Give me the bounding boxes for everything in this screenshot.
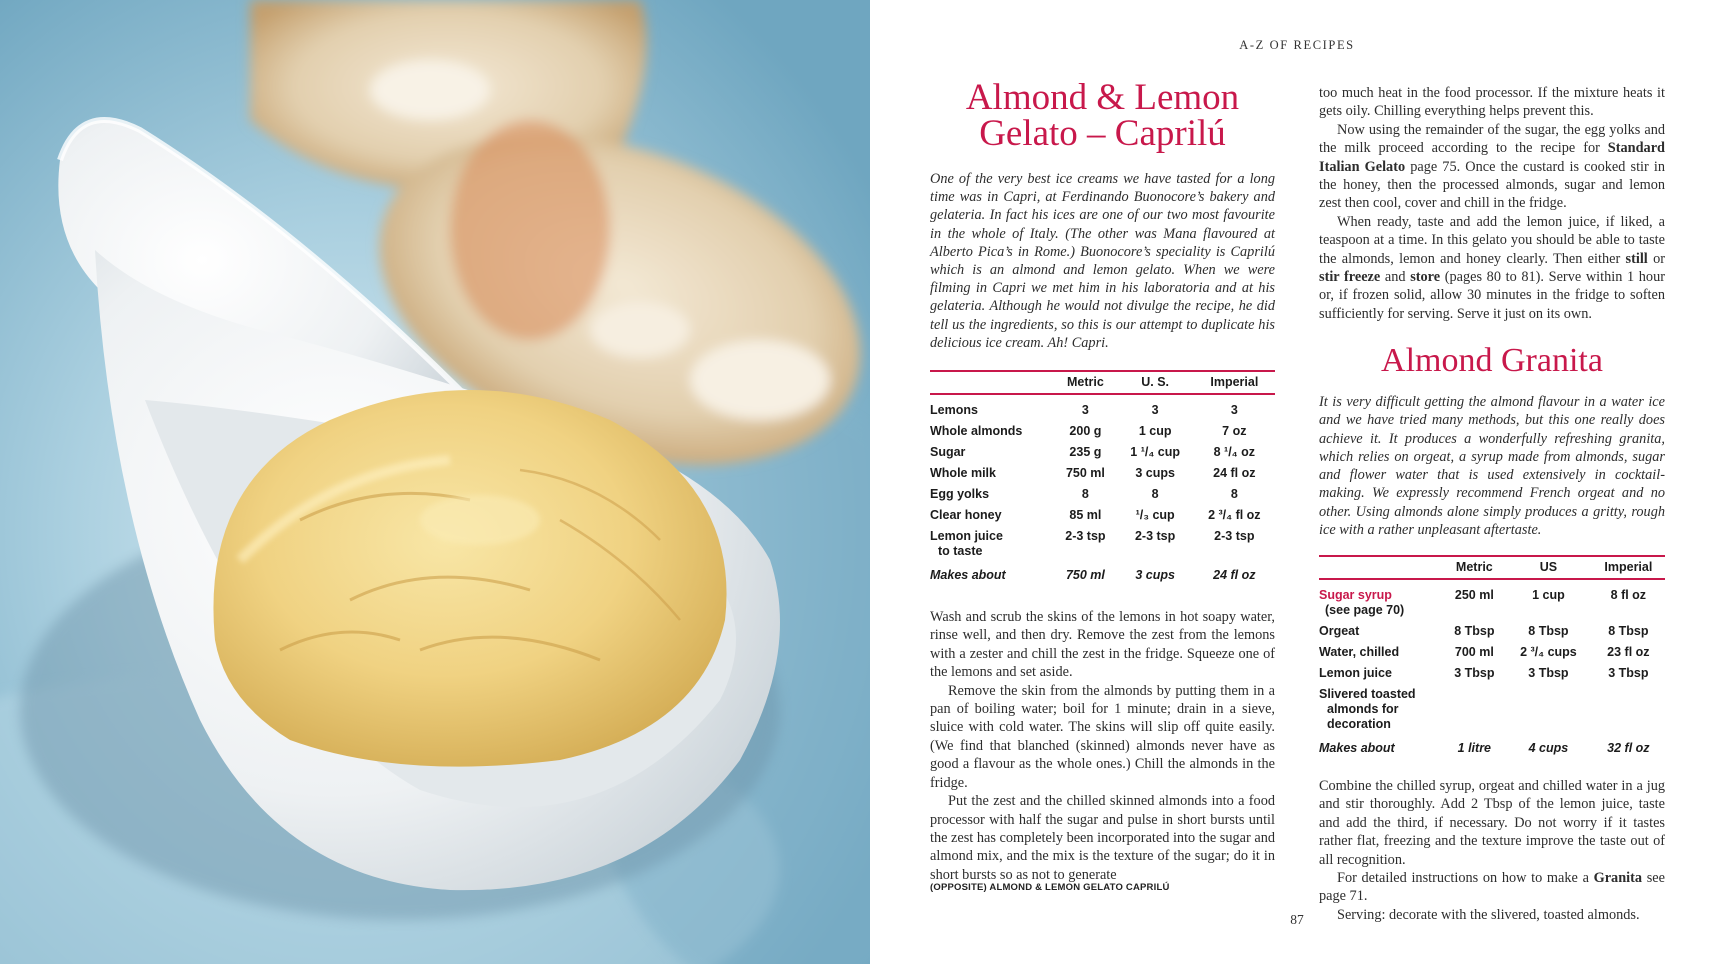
us-value: 2-3 tsp (1134, 529, 1176, 544)
ingredient-name-line-1: Lemon juice (930, 529, 1003, 544)
method-paragraph (1319, 213, 1665, 323)
title-line-1: Almond & Lemon (965, 77, 1240, 118)
table-row (1319, 579, 1665, 621)
recipe-intro: One of the very best ice creams we have tasted for a long time was in Capri, at Ferdinando Buonocore’s bakery and gelateria. In fact his ices are one of our two most favourite in the whole of Italy. (The other was Mana flavoured at Alberto Pica’s in Rome.) Buonocore’s speciality is Caprilú which is an almond and lemon gelato. When we were filming in Capri we met him in his laboratoria and at his gelateria. Although he would not divulge the recipe, he did tell us the ingredients, so this is our attempt to duplicate his delicious ice cream. Ah! Capri. (930, 171, 1275, 351)
recipe-reference: Standard Italian Gelato (1319, 140, 1665, 175)
imperial-value: 3 (1230, 403, 1238, 418)
metric-value: 750 ml (1065, 466, 1105, 481)
left-column (930, 77, 1275, 884)
text-run: Now using the remainder of the sugar, the egg yolks and the milk proceed according to the recipe for (1319, 121, 1665, 157)
metric-value: 700 ml (1454, 644, 1494, 659)
us-value: 1 cup (1138, 424, 1172, 439)
right-column (1319, 84, 1665, 924)
us-value: 1 ¹/₄ cup (1130, 445, 1180, 460)
ingredient-name: Clear honey (930, 508, 1002, 523)
us-value: 3 (1151, 403, 1159, 418)
method-text-continued (1319, 84, 1665, 323)
recipe-intro: It is very difficult getting the almond flavour in a water ice and we have tried many methods, but this one really does achieve it. It produces a wonderfully refreshing granita, which relies on orgeat, a syrup made from almonds, sugar and flower water that is used extensively in cocktail-making. We expressly recommend French orgeat and no other. Using almonds alone simply produces a gritty, rough ice with a rather unpleasant aftertaste. (1319, 394, 1665, 538)
us-value: 1 cup (1532, 587, 1565, 602)
photo-caption: (OPPOSITE) ALMOND & LEMON GELATO CAPRILÚ (930, 882, 1170, 893)
column-header-us: U. S. (1117, 371, 1194, 394)
column-header-ingredient (930, 371, 1054, 394)
table-row (930, 526, 1275, 562)
column-header-metric: Metric (1444, 556, 1506, 579)
ingredient-name: Whole almonds (930, 424, 1023, 439)
method-paragraph: Combine the chilled syrup, orgeat and chilled water in a jug and stir thoroughly. Add 2 Tbsp of the lemon juice, taste and add the third, if necessary. Do not worry if it tastes rather flat, freezing and the texture improve the taste out of all recognition. (1319, 777, 1665, 868)
table-row (1319, 642, 1665, 663)
imperial-value: 2-3 tsp (1214, 529, 1255, 544)
imperial-value: 8 ¹/₄ oz (1213, 445, 1256, 460)
imperial-value: 24 fl oz (1213, 466, 1256, 481)
text-run: (pages 80 to 81). Serve within 1 hour or, if frozen solid, allow 30 minutes in the fridge to soften sufficiently for serving. Serve it just on its own. (1319, 269, 1665, 322)
imperial-value: 2 ³/₄ fl oz (1208, 508, 1261, 523)
imperial-value (1592, 684, 1665, 735)
ingredient-name: Water, chilled (1319, 644, 1400, 659)
recipe-reference: Granita (1593, 869, 1643, 886)
metric-value: 3 Tbsp (1454, 665, 1495, 680)
imperial-value: 32 fl oz (1607, 740, 1650, 755)
method-paragraph (1319, 869, 1665, 906)
method-text (930, 608, 1275, 884)
us-value: 2 ³/₄ cups (1520, 644, 1577, 659)
metric-value: 85 ml (1069, 508, 1102, 523)
text-run: When ready, taste and add the lemon juice, if liked, a teaspoon at a time. In this gelato you should be able to taste the almonds, lemon and honey clearly. Then either (1319, 213, 1665, 267)
ingredient-name (930, 526, 1054, 562)
ingredient-name: Egg yolks (930, 487, 990, 502)
column-header-metric: Metric (1054, 371, 1116, 394)
table-row (930, 505, 1275, 526)
recipe-title-almond-lemon-gelato (930, 77, 1275, 154)
table-row (1319, 621, 1665, 642)
technique-stir-freeze: stir freeze (1319, 269, 1381, 286)
text-run: or (1647, 250, 1665, 267)
method-paragraph: Wash and scrub the skins of the lemons in hot soapy water, rinse well, and then dry. Remove the zest from the lemons with a zester and chill the zest in the fridge. Squeeze one of the lemons and set aside. (930, 609, 1275, 681)
ingredient-name (1319, 579, 1444, 621)
metric-value: 1 litre (1457, 740, 1492, 755)
table-row (1319, 663, 1665, 684)
table-row (1319, 684, 1665, 735)
imperial-value: 23 fl oz (1607, 644, 1650, 659)
metric-value: 8 Tbsp (1454, 623, 1495, 638)
imperial-value: 3 Tbsp (1608, 665, 1649, 680)
technique-store: store (1410, 269, 1441, 286)
table-row (930, 421, 1275, 442)
method-paragraph: too much heat in the food processor. If the mixture heats it gets oily. Chilling everything helps prevent this. (1319, 85, 1665, 120)
text-run: For detailed instructions on how to make a (1337, 869, 1594, 886)
metric-value: 2-3 tsp (1065, 529, 1106, 544)
imperial-value: 8 fl oz (1610, 587, 1647, 602)
imperial-value: 7 oz (1222, 424, 1247, 439)
ingredient-name: Orgeat (1319, 623, 1360, 638)
metric-value: 8 (1081, 487, 1089, 502)
column-header-imperial: Imperial (1194, 371, 1275, 394)
ingredient-name (1319, 684, 1444, 735)
ingredients-table-granita (1319, 555, 1665, 759)
method-paragraph (1319, 121, 1665, 213)
table-row (930, 463, 1275, 484)
column-header-imperial: Imperial (1592, 556, 1665, 579)
column-header-ingredient (1319, 556, 1444, 579)
table-row (930, 394, 1275, 421)
yield-label: Makes about (930, 568, 1006, 583)
ingredient-name-line-2: to taste (938, 544, 983, 559)
ingredient-name: Lemon juice (1319, 665, 1392, 680)
text-run: see page 71. (1319, 869, 1665, 905)
recipe-title-almond-granita: Almond Granita (1381, 342, 1603, 380)
ingredient-name-line-2: almonds for (1327, 701, 1399, 716)
yield-label: Makes about (1319, 740, 1395, 755)
metric-value: 200 g (1069, 424, 1102, 439)
us-value: 3 Tbsp (1528, 665, 1569, 680)
ingredient-name: Lemons (930, 403, 978, 418)
method-paragraph: Serving: decorate with the slivered, toasted almonds. (1337, 906, 1640, 923)
table-row-total (1319, 735, 1665, 759)
imperial-value: 24 fl oz (1213, 568, 1256, 583)
column-header-us: US (1505, 556, 1592, 579)
metric-value: 3 (1081, 403, 1089, 418)
us-value: 8 Tbsp (1528, 623, 1569, 638)
method-paragraph: Put the zest and the chilled skinned almonds into a food processor with half the sugar and pulse in short bursts until the zest has completely been incorporated into the sugar and almond mix, and the mix is the texture of the sugar; do it in short bursts so as not to generate (930, 793, 1275, 883)
us-value: 4 cups (1528, 740, 1569, 755)
table-row-total (930, 562, 1275, 586)
ingredient-name-line-3: decoration (1327, 716, 1391, 731)
table-row (930, 442, 1275, 463)
us-value: ¹/₃ cup (1135, 508, 1175, 523)
metric-value: 750 ml (1065, 568, 1105, 583)
imperial-value: 8 (1230, 487, 1238, 502)
title-line-2: Gelato – Caprilú (979, 113, 1226, 154)
imperial-value: 8 Tbsp (1608, 623, 1649, 638)
us-value (1505, 684, 1592, 735)
table-row (930, 484, 1275, 505)
metric-value: 250 ml (1454, 587, 1494, 602)
ingredient-name-line-1: Slivered toasted (1319, 686, 1416, 701)
ingredient-name: Sugar (930, 445, 966, 460)
running-head: A-Z OF RECIPES (1239, 38, 1355, 52)
ingredient-name: Whole milk (930, 466, 996, 481)
metric-value: 235 g (1069, 445, 1102, 460)
table-header-row (930, 371, 1275, 394)
recipe-page (870, 0, 1724, 964)
technique-still: still (1625, 250, 1648, 267)
us-value: 3 cups (1135, 568, 1175, 583)
us-value: 3 cups (1135, 466, 1175, 481)
ingredients-table-gelato (930, 370, 1275, 586)
table-header-row (1319, 556, 1665, 579)
metric-value (1444, 684, 1506, 735)
method-paragraph: Remove the skin from the almonds by putting them in a pan of boiling water; boil for 1 minute; drain in a sieve, sluice with cold water. The skins will slip off quite easily. (We find that blanched (skinned) almonds never have as good a flavour as the whole ones.) Chill the almonds in the fridge. (930, 682, 1275, 791)
text-run: and (1380, 269, 1411, 286)
us-value: 8 (1151, 487, 1159, 502)
text-run: page 75. Once the custard is cooked stir in the honey, then the processed almonds, sugar and lemon zest then cool, cover and chill in the fridge. (1319, 158, 1666, 212)
granita-method-text (1319, 777, 1665, 924)
page-number: 87 (1290, 912, 1304, 927)
ingredient-name-line-2: (see page 70) (1325, 602, 1405, 617)
ingredient-name-line-1: Sugar syrup (1319, 587, 1392, 602)
